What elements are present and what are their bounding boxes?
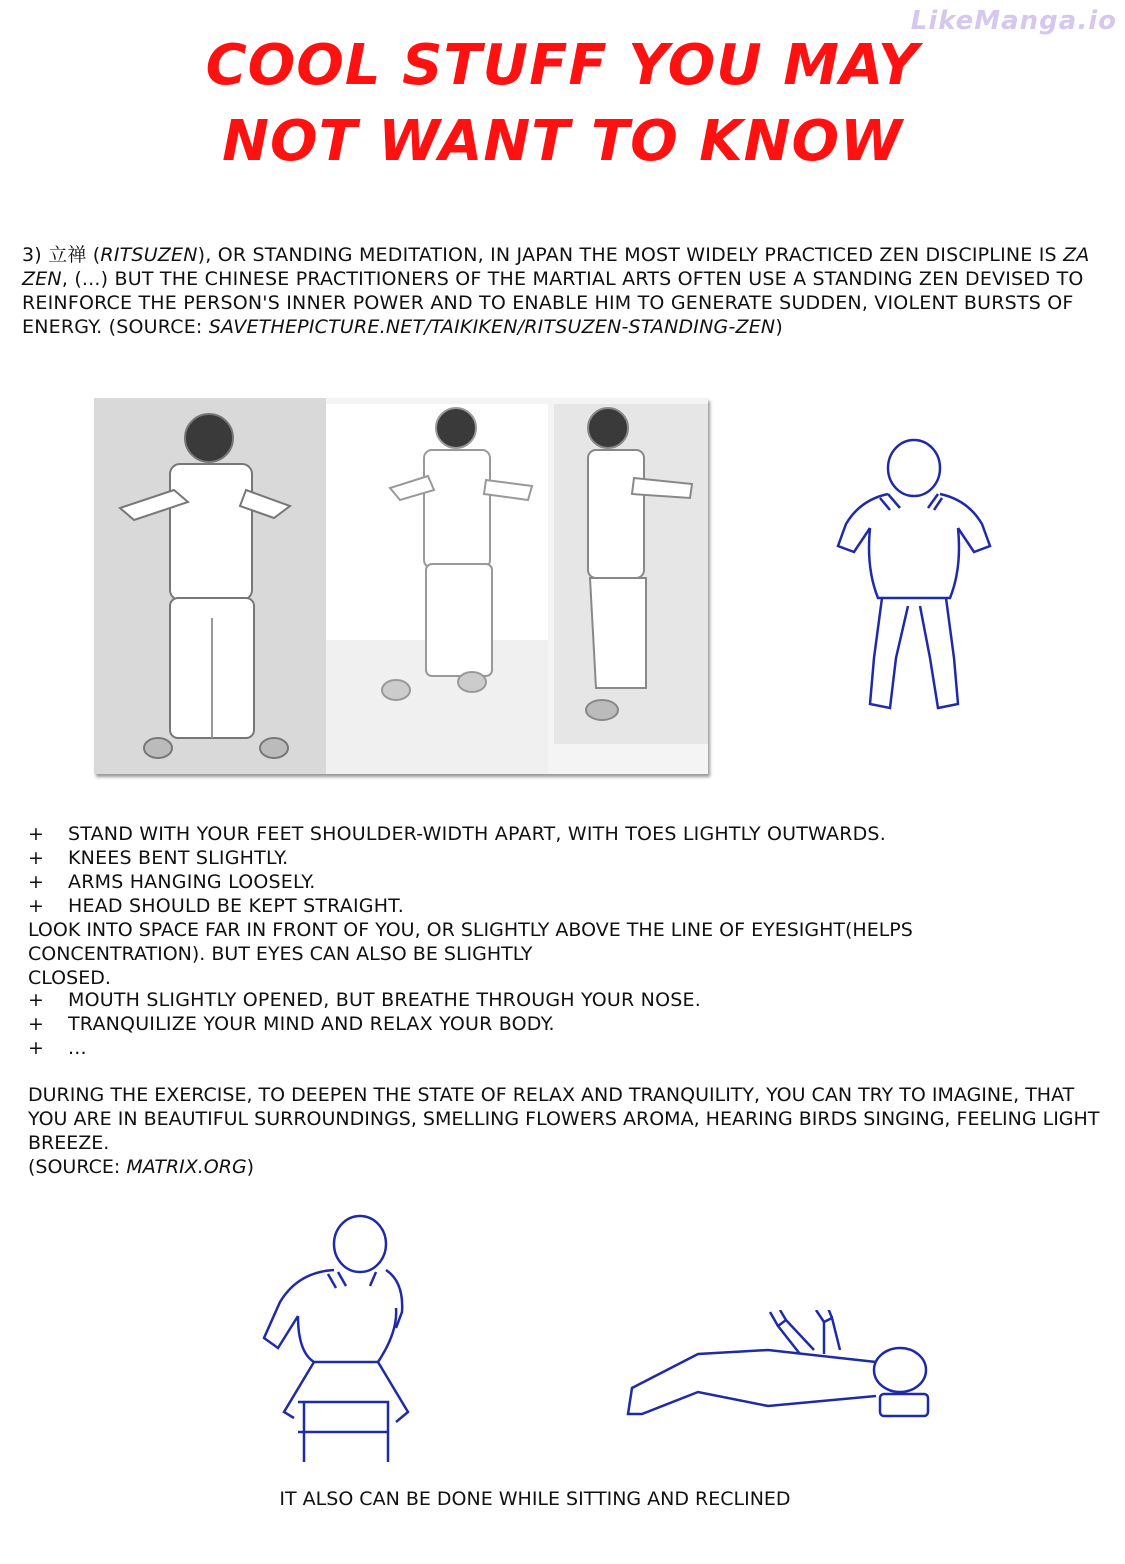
closing-source: (SOURCE: MATRIX.ORG) bbox=[28, 1156, 255, 1178]
eye-note-tail: CLOSED. bbox=[28, 967, 111, 989]
eye-note bbox=[28, 918, 1008, 990]
page-title bbox=[0, 28, 1125, 180]
standing-meditation-photos bbox=[94, 398, 708, 774]
intro-number: 3) bbox=[22, 244, 42, 266]
reclined-sketch bbox=[618, 1310, 938, 1434]
list-item: + TRANQUILIZE YOUR MIND AND RELAX YOUR BODY. bbox=[28, 1013, 555, 1035]
intro-text-2: , (...) BUT THE CHINESE PRACTITIONERS OF THE MARTIAL ARTS OFTEN USE A STANDING ZEN DEVISED TO REINFORCE THE PERSON'S INNER POWER AND TO ENABLE HIM TO GENERATE SUDDEN, VIOLENT BURSTS OF ENERGY. (SOURCE: bbox=[22, 268, 1084, 338]
closing-text: DURING THE EXERCISE, TO DEEPEN THE STATE OF RELAX AND TRANQUILITY, YOU CAN TRY TO IMAGINE, THAT YOU ARE IN BEAUTIFUL SURROUNDINGS, SMELLING FLOWERS AROMA, HEARING BIRDS SINGING, FEELING LIGHT BREEZE. bbox=[28, 1084, 1100, 1154]
closing-paragraph bbox=[28, 1083, 1108, 1179]
sitting-sketch bbox=[258, 1212, 418, 1476]
site-watermark: LikeManga.io bbox=[910, 6, 1117, 36]
intro-text-1: , OR STANDING MEDITATION, IN JAPAN THE MOST WIDELY PRACTICED ZEN DISCIPLINE IS bbox=[205, 244, 1057, 266]
intro-paragraph: 3) 立禅 (RITSUZEN), OR STANDING MEDITATION, IN JAPAN THE MOST WIDELY PRACTICED ZEN DISCIPLINE IS ZA ZEN, (...) BUT THE CHINESE PRACTITIONERS OF THE MARTIAL ARTS OFTEN USE A STANDING ZEN DEVISED TO REINFORCE THE PERSON'S INNER POWER AND TO ENABLE HIM TO GENERATE SUDDEN, VIOLENT BURSTS OF ENERGY. (SOURCE: SAVETHEPICTURE.NET/TAIKIKEN/RITSUZEN-STANDING-ZEN) bbox=[22, 244, 1090, 338]
intro-kanji: 立禅 bbox=[48, 244, 87, 266]
intro-term: RITSUZEN bbox=[100, 244, 198, 266]
instruction-list-tail bbox=[28, 988, 701, 1060]
intro-close: ) bbox=[775, 316, 783, 338]
standing-sketch bbox=[830, 438, 1000, 727]
list-item: + MOUTH SLIGHTLY OPENED, BUT BREATHE THROUGH YOUR NOSE. bbox=[28, 989, 701, 1011]
list-item: + ARMS HANGING LOOSELY. bbox=[28, 871, 316, 893]
list-item: + STAND WITH YOUR FEET SHOULDER-WIDTH APART, WITH TOES LIGHTLY OUTWARDS. bbox=[28, 823, 886, 845]
title-line-1: COOL STUFF YOU MAY bbox=[205, 33, 920, 98]
list-item: + HEAD SHOULD BE KEPT STRAIGHT. bbox=[28, 895, 404, 917]
instruction-list bbox=[28, 822, 1028, 918]
list-item: + KNEES BENT SLIGHTLY. bbox=[28, 847, 289, 869]
title-line-2: NOT WANT TO KNOW bbox=[222, 109, 903, 174]
intro-source: SAVETHEPICTURE.NET/TAIKIKEN/RITSUZEN-STANDING-ZEN bbox=[208, 316, 776, 338]
intro-term-2: ZA ZEN bbox=[22, 244, 1090, 290]
eye-note-text: LOOK INTO SPACE FAR IN FRONT OF YOU, OR SLIGHTLY ABOVE THE LINE OF EYESIGHT(HELPS CONCENTRATION). BUT EYES CAN ALSO BE SLIGHTLY bbox=[28, 919, 913, 965]
sketch-caption: IT ALSO CAN BE DONE WHILE SITTING AND RECLINED bbox=[279, 1488, 791, 1510]
list-item: + ... bbox=[28, 1037, 87, 1059]
